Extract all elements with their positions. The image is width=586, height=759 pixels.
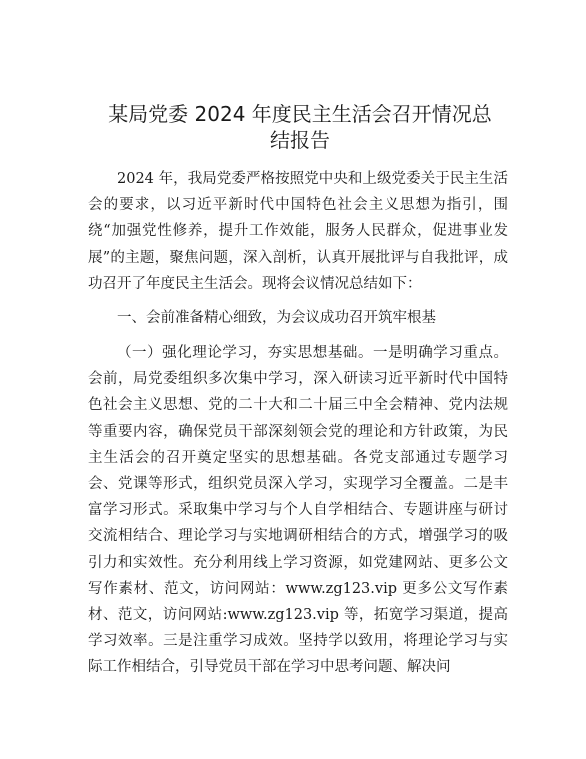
- section-heading: 一、会前准备精心细致，为会议成功召开筑牢根基: [117, 310, 436, 326]
- section-paragraph: （一）强化理论学习，夯实思想基础。一是明确学习重点。会前，局党委组织多次集中学习，深入研读习近平新时代中国特色社会主义思想、党的二十大和二十届三中全会精神、党内法规等重要内容，确保党员干部深刻领会党的理论和方针政策，为民主生活会的召开奠定坚实的思想基础。各党支部通过专题学习会、党课等形式，组织党员深入学习，实现学习全覆盖。二是丰富学习形式。采取集中学习与个人自学相结合、专题讲座与研讨交流相结合、理论学习与实地调研相结合的方式，增强学习的吸引力和实效性。充分利用线上学习资源，如党建网站、更多公文写作素材、范文，访问网站：www.zg123.vip 更多公文写作素材、范文，访问网站:www.zg123.vip 等，拓宽学习渠道，提高学习效率。三是注重学习成效。坚持学以致用，将理论学习与实际工作相结合，引导党员干部在学习中思考问题、解决问: [88, 345, 508, 676]
- document-title: 某局党委 2024 年度民主生活会召开情况总结报告: [108, 102, 492, 152]
- intro-paragraph: 2024 年，我局党委严格按照党中央和上级党委关于民主生活会的要求，以习近平新时代中国特色社会主义思想为指引，围绕“加强党性修养，提升工作效能，服务人民群众，促进事业发展”的主题，聚焦问题，深入剖析，认真开展批评与自我批评，成功召开了年度民主生活会。现将会议情况总结如下：: [88, 171, 508, 292]
